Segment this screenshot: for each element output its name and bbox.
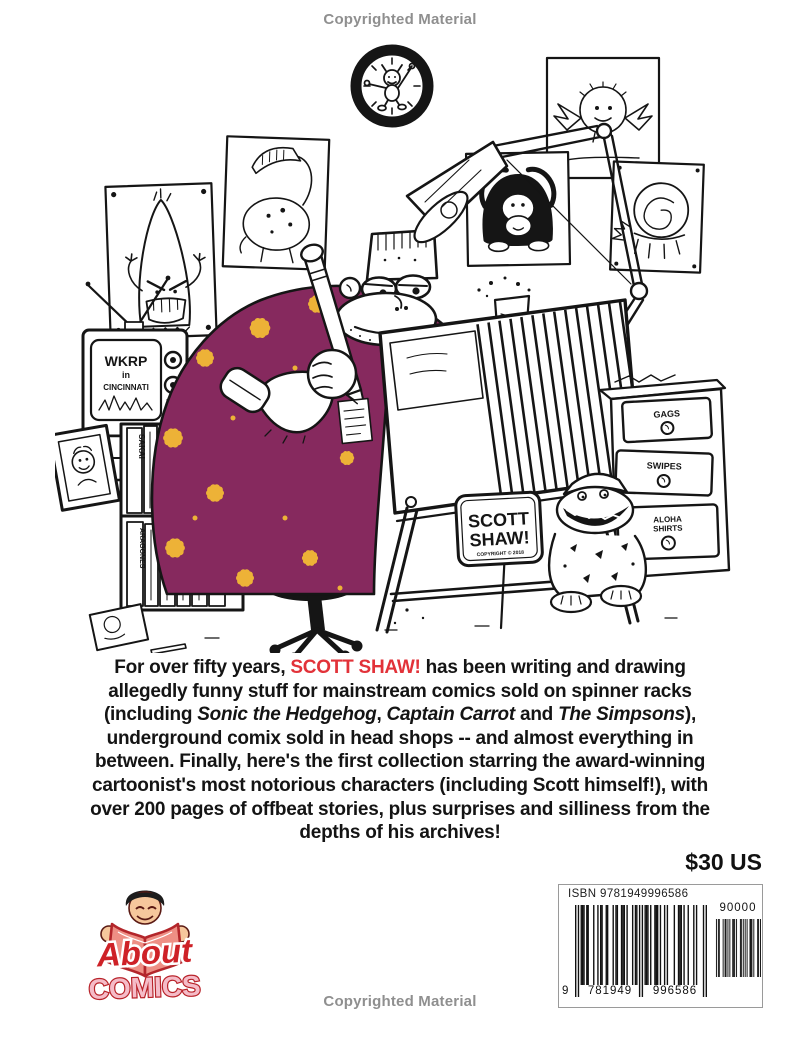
svg-text:in: in xyxy=(122,370,130,380)
logo-word-comics: COMICS xyxy=(88,970,202,1005)
svg-text:GAGS: GAGS xyxy=(653,408,681,420)
back-cover-text: For over fifty years, SCOTT SHAW! has been writing and drawing allegedly funny stuff for mainstream comics sold on spinner racks (including Sonic the Hedgehog, Captain Carrot and The Simpsons), underground comix sold in head shops -- and almost everything in between. Finally, here's the first collection starring the award-winning cartoonist's most notorious characters (including Scott himself!), with over 200 pages of offbeat stories, plus surprises and silliness from the depths of his archives! xyxy=(90,657,710,844)
wall-clock xyxy=(356,50,428,122)
addon-digits: 90000 xyxy=(719,902,757,914)
svg-text:SWIPES: SWIPES xyxy=(646,460,682,472)
svg-text:SHAW!: SHAW! xyxy=(469,527,531,551)
price: $30 US xyxy=(685,849,762,875)
svg-text:SAKAI: SAKAI xyxy=(137,434,146,459)
ean5-addon-barcode xyxy=(715,919,761,977)
scott-shaw-sign xyxy=(455,492,543,566)
barcode-box xyxy=(558,884,763,1008)
ean13-barcode xyxy=(575,905,707,997)
svg-text:ALOHA: ALOHA xyxy=(653,514,682,525)
copyright-notice-bottom: Copyrighted Material xyxy=(323,993,477,1010)
wall-art-snail-creature xyxy=(610,162,704,273)
logo-word-about: About xyxy=(95,931,193,974)
framed-picture xyxy=(55,425,119,510)
barcode-digits-left: 781949 xyxy=(587,985,633,997)
back-cover-illustration xyxy=(55,38,745,653)
svg-text:WKRP: WKRP xyxy=(104,353,148,369)
copyright-notice-top: Copyrighted Material xyxy=(323,11,477,28)
wrist-note xyxy=(338,395,373,444)
barcode-digits-right: 996586 xyxy=(652,985,698,997)
drawer-swipes xyxy=(615,450,712,495)
wall-art-fish-monster xyxy=(105,183,216,339)
svg-text:COPYRIGHT © 2018: COPYRIGHT © 2018 xyxy=(476,549,525,559)
drawer-gags xyxy=(622,398,712,443)
svg-text:SHIRTS: SHIRTS xyxy=(653,523,683,534)
barcode-digit-lead: 9 xyxy=(562,985,570,997)
about-comics-logo xyxy=(76,882,214,1010)
svg-text:ARAGONES: ARAGONES xyxy=(138,528,145,569)
svg-text:SCOTT: SCOTT xyxy=(467,508,530,532)
isbn-label: ISBN 9781949996586 xyxy=(568,888,689,900)
svg-text:CINCINNATI: CINCINNATI xyxy=(103,383,149,392)
